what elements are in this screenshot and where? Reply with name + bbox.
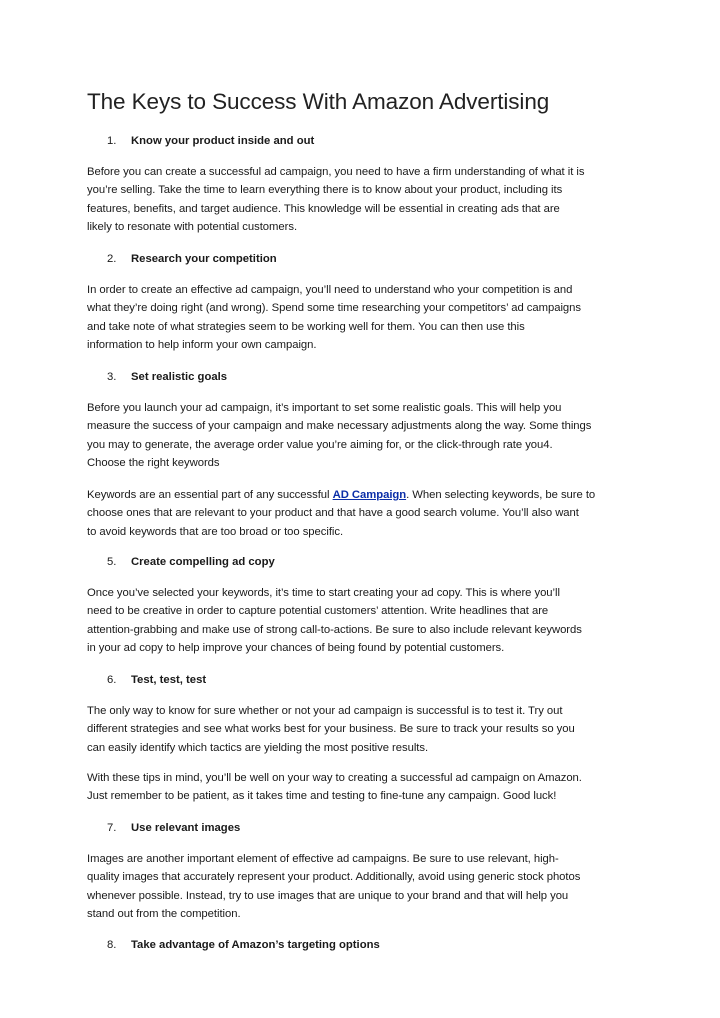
paragraph-line: With these tips in mind, you’ll be well on your way to creating a successful ad campaign on Amazon. bbox=[87, 772, 582, 784]
paragraph-line: features, benefits, and target audience. This knowledge will be essential in creating ads that are bbox=[87, 202, 560, 215]
list-number: 7. bbox=[107, 822, 117, 834]
paragraph-keywords bbox=[87, 486, 635, 541]
paragraph-line: Once you’ve selected your keywords, it’s time to start creating your ad copy. This is where you’ll bbox=[87, 587, 560, 599]
section-heading-8 bbox=[107, 937, 380, 953]
paragraph-line: you’re selling. Take the time to learn everything there is to know about your product, including its bbox=[87, 184, 563, 197]
paragraph-set-goals bbox=[87, 399, 635, 473]
paragraph-line bbox=[87, 486, 635, 504]
paragraph-ad-copy bbox=[87, 584, 635, 658]
paragraph-line: quality images that accurately represent your product. Additionally, avoid using generic stock photos bbox=[87, 871, 581, 884]
paragraph-line: attention-grabbing and make use of strong call-to-actions. Be sure to also include relevant keywords bbox=[87, 623, 582, 636]
paragraph-images bbox=[87, 850, 635, 924]
section-heading-3 bbox=[107, 369, 227, 385]
paragraph-line: information to help inform your own campaign. bbox=[87, 339, 317, 352]
paragraph-line: need to be creative in order to capture potential customers’ attention. Write headlines that are bbox=[87, 605, 549, 618]
heading-text: Use relevant images bbox=[131, 822, 241, 834]
paragraph-conclusion bbox=[87, 769, 635, 806]
paragraph-line: likely to resonate with potential customers. bbox=[87, 221, 298, 234]
list-number: 8. bbox=[107, 939, 117, 951]
list-number: 5. bbox=[107, 556, 117, 568]
paragraph-line: what they’re doing right (and wrong). Spend some time researching your competitors’ ad campaigns bbox=[87, 302, 581, 315]
paragraph-line: Just remember to be patient, as it takes time and testing to fine-tune any campaign. Good luck! bbox=[87, 790, 557, 803]
list-number: 3. bbox=[107, 371, 117, 383]
paragraph-research-competition bbox=[87, 281, 635, 355]
paragraph-line: In order to create an effective ad campaign, you’ll need to understand who your competition is and bbox=[87, 284, 573, 296]
heading-text: Take advantage of Amazon’s targeting options bbox=[131, 939, 380, 951]
paragraph-line: Before you can create a successful ad campaign, you need to have a firm understanding of what it is bbox=[87, 166, 585, 178]
section-heading-7 bbox=[107, 820, 240, 836]
paragraph-line: whenever possible. Instead, try to use images that are unique to your brand and that will help you bbox=[87, 889, 569, 902]
heading-text: Test, test, test bbox=[131, 674, 207, 686]
text-after-link: . When selecting keywords, be sure to bbox=[406, 489, 596, 501]
text-before-link: Keywords are an essential part of any successful bbox=[87, 489, 333, 501]
section-heading-6 bbox=[107, 672, 206, 688]
paragraph-line: to avoid keywords that are too broad or too specific. bbox=[87, 525, 344, 538]
paragraph-line: can easily identify which tactics are yielding the most positive results. bbox=[87, 741, 429, 754]
paragraph-line: you may to generate, the average order value you’re aiming for, or the click-through rate you4. bbox=[87, 438, 553, 451]
paragraph-line: Before you launch your ad campaign, it’s important to set some realistic goals. This will help you bbox=[87, 402, 562, 414]
paragraph-line: choose ones that are relevant to your product and that have a good search volume. You’ll also want bbox=[87, 507, 579, 520]
heading-text: Know your product inside and out bbox=[131, 135, 315, 147]
list-number: 6. bbox=[107, 674, 117, 686]
paragraph-test bbox=[87, 702, 635, 757]
document-title: The Keys to Success With Amazon Advertising bbox=[87, 89, 550, 114]
section-heading-2 bbox=[107, 251, 277, 267]
paragraph-line: in your ad copy to help improve your chances of being found by potential customers. bbox=[87, 642, 505, 655]
paragraph-line: Choose the right keywords bbox=[87, 457, 220, 470]
paragraph-line: The only way to know for sure whether or not your ad campaign is successful is to test it. Try out bbox=[87, 705, 563, 717]
list-number: 2. bbox=[107, 253, 117, 265]
paragraph-line: and take note of what strategies seem to be working well for them. You can then use this bbox=[87, 320, 525, 333]
paragraph-line: measure the success of your campaign and make necessary adjustments along the way. Some things bbox=[87, 420, 592, 433]
heading-text: Set realistic goals bbox=[131, 371, 228, 383]
paragraph-line: stand out from the competition. bbox=[87, 908, 241, 921]
paragraph-line: different strategies and see what works best for your business. Be sure to track your results so you bbox=[87, 723, 575, 736]
heading-text: Research your competition bbox=[131, 253, 277, 265]
paragraph-know-product bbox=[87, 163, 635, 237]
paragraph-line: Images are another important element of effective ad campaigns. Be sure to use relevant, high- bbox=[87, 853, 559, 865]
section-heading-5 bbox=[107, 554, 275, 570]
section-heading-1 bbox=[107, 133, 314, 149]
heading-text: Create compelling ad copy bbox=[131, 556, 275, 568]
ad-campaign-link[interactable]: AD Campaign bbox=[332, 489, 407, 501]
list-number: 1. bbox=[107, 135, 117, 147]
